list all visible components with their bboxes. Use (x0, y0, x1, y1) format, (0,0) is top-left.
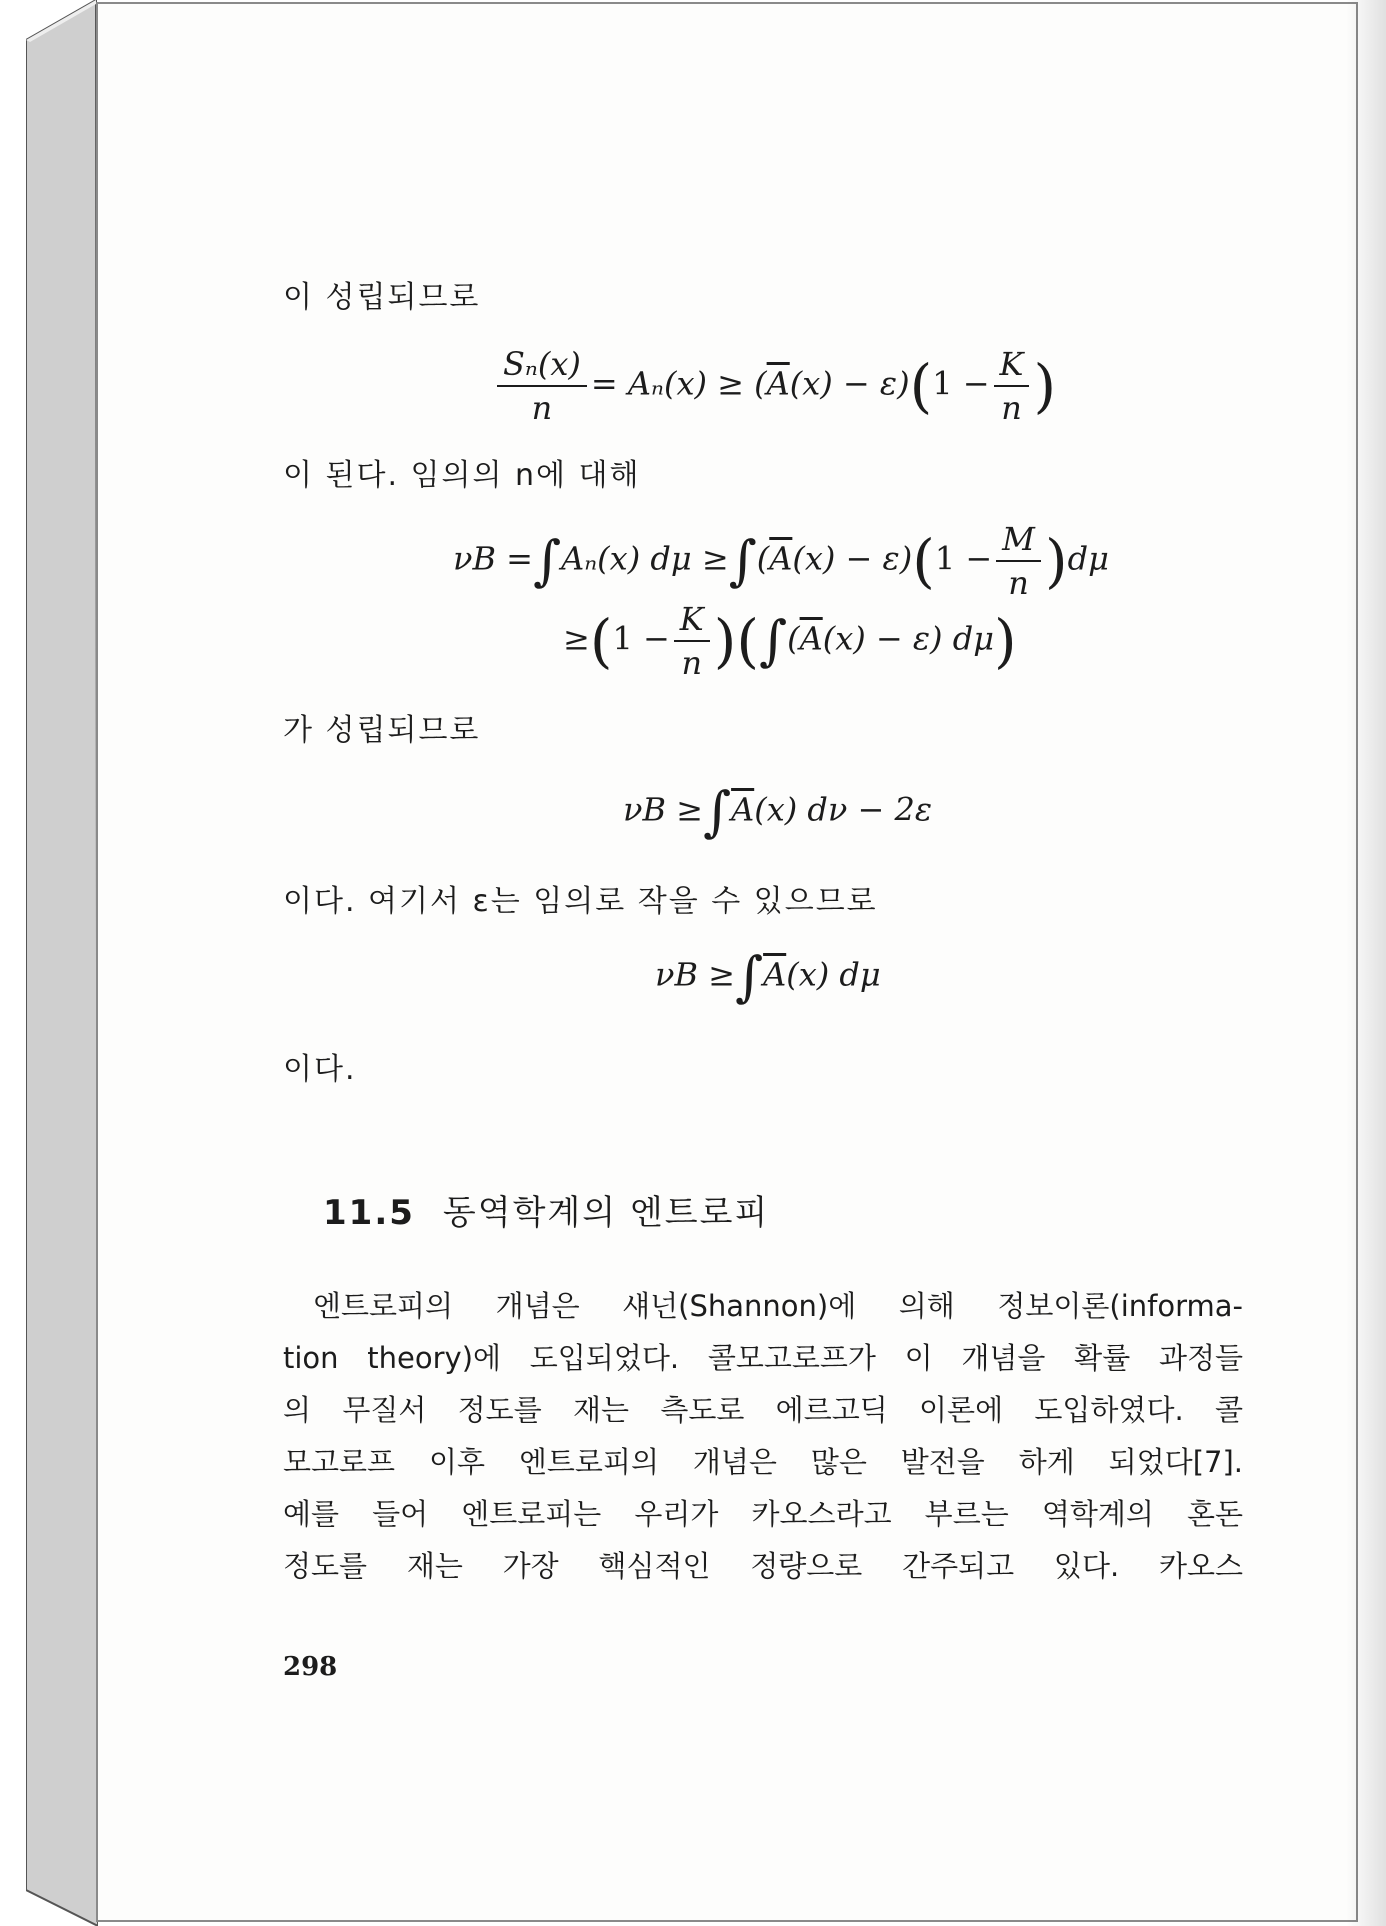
page-number: 298 (283, 1652, 338, 1682)
paragraph-line: 엔트로피의 개념은 섀넌(Shannon)에 의해 정보이론(informa- (313, 1289, 1243, 1323)
paragraph-line: 정도를 재는 가장 핵심적인 정량으로 간주되고 있다. 카오스 (283, 1549, 1243, 1583)
fraction-k-over-n: $\frac{K}{n}$ (994, 345, 1030, 427)
fraction-k-over-n-2: $\frac{K}{n}$ (674, 600, 710, 682)
text-line-3: 가 성립되므로 (283, 713, 481, 748)
text-line-5: 이다. (283, 1052, 357, 1087)
book-spine (26, 0, 98, 1926)
equation-3: $\nu B \ge\int\overline{A}(x) d\nu - 2\varepsilon$ (623, 780, 933, 843)
equation-1: $\frac{\text{Sₙ(x)}}{n}$ = $A_n(x) \ge (\overline{A}(x) - \varepsilon)(1$ − $\frac{K}{n}$ ) (493, 345, 1056, 427)
paragraph-line: 예를 들어 엔트로피는 우리가 카오스라고 부르는 역학계의 혼돈 (283, 1497, 1243, 1531)
text-line-2: 이 된다. 임의의 n에 대해 (283, 458, 641, 493)
paragraph-line: 의 무질서 정도를 재는 측도로 에르고딕 이론에 도입하였다. 콜 (283, 1393, 1243, 1427)
paragraph-line: tion theory)에 도입되었다. 콜모고로프가 이 개념을 확률 과정들 (283, 1341, 1243, 1375)
section-number: 11.5 (323, 1193, 415, 1233)
section-title: 동역학계의 엔트로피 (442, 1193, 770, 1233)
fraction-m-over-n: $\frac{M}{n}$ (996, 520, 1041, 602)
body-paragraph (283, 1280, 1243, 1592)
paragraph-line: 모고로프 이후 엔트로피의 개념은 많은 발전을 하게 되었다[7]. (283, 1445, 1243, 1479)
section-heading (323, 1185, 769, 1234)
fraction-sn-over-n: $\frac{\text{Sₙ(x)}}{n}$ (497, 345, 587, 427)
page-edge-shadow (1346, 0, 1386, 1926)
equation-4: $\nu B \ge\int\overline{A}(x)$ dμ (655, 945, 881, 1008)
text-line-1: 이 성립되므로 (283, 280, 481, 315)
text-line-4: 이다. 여기서 ε는 임의로 작을 수 있으므로 (283, 884, 878, 919)
equation-2-line-1: νB =∫Aₙ(x) $d\mu \ge\int(\overline{A}(x) - \varepsilon)(1$ − $\frac{M}{n}$ )dμ (453, 520, 1109, 602)
equation-2-line-2: ≥(1 − $\frac{K}{n}$ )($\int(\overline{A}(x) - \varepsilon)$ dμ) (563, 600, 1017, 682)
